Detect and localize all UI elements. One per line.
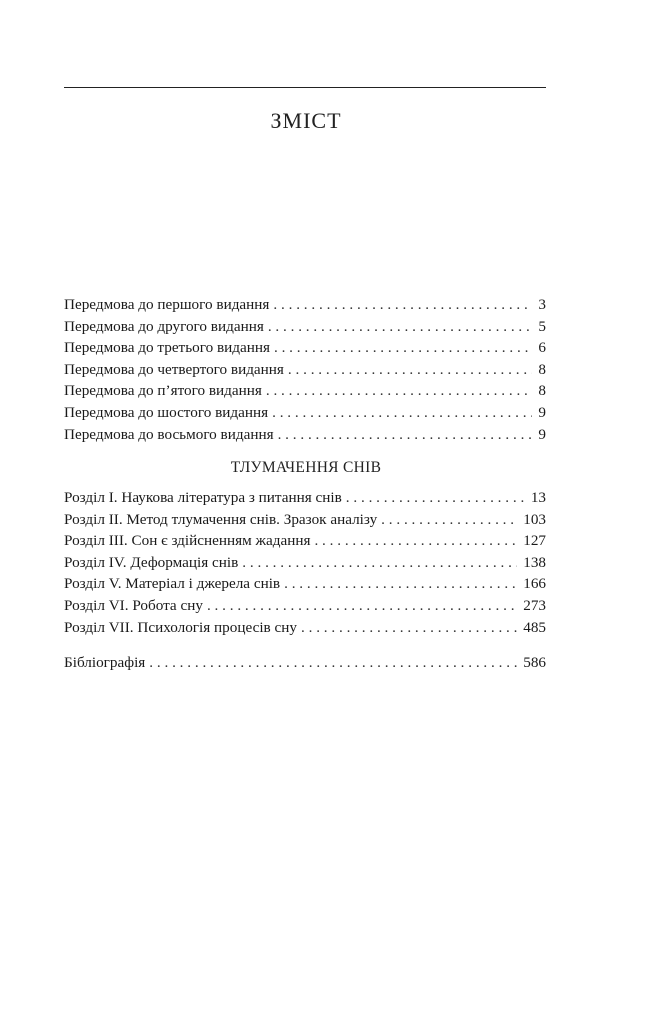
toc-leader [207, 595, 517, 617]
toc-prefaces [64, 294, 546, 445]
toc-leader [278, 424, 532, 446]
toc-entry-title: Бібліографія [64, 654, 146, 671]
toc-entry-page: 586 [523, 654, 546, 671]
toc-entry [64, 573, 546, 595]
toc-leader [314, 530, 517, 552]
toc-leader [149, 652, 517, 674]
toc-entry-title: Передмова до першого видання [64, 296, 270, 313]
toc-entry-page: 103 [523, 510, 546, 528]
toc-entry [64, 337, 546, 359]
toc-entry [64, 424, 546, 446]
toc-entry-page: 6 [538, 339, 546, 357]
toc-entry [64, 487, 546, 509]
toc-entry-page: 5 [538, 317, 546, 335]
toc-leader [381, 509, 517, 531]
toc-entry-page: 8 [538, 360, 546, 378]
toc-entry-page: 485 [523, 618, 546, 636]
page-title: ЗМІСТ [270, 108, 342, 133]
toc-entry-title: Розділ VI. Робота сну [64, 596, 203, 614]
toc-entry-title: Передмова до четвертого видання [64, 360, 284, 378]
toc-entry-title: Розділ II. Метод тлумачення снів. Зразок аналізу [64, 510, 378, 528]
toc-chapters [64, 487, 546, 638]
toc-entry [64, 595, 546, 617]
toc-entry-page: 166 [523, 575, 546, 593]
toc-entry-page: 9 [538, 403, 546, 421]
toc-entry [64, 316, 546, 338]
toc-leader [346, 487, 525, 509]
toc-entry-page: 127 [523, 532, 546, 550]
toc-entry-page: 3 [538, 296, 546, 313]
toc-entry-title: Розділ V. Матеріал і джерела снів [64, 575, 281, 593]
toc-entry [64, 294, 546, 316]
toc-leader [274, 337, 532, 359]
toc-entry-title: Передмова до п’ятого видання [64, 382, 262, 400]
toc-entry-title: Передмова до другого видання [64, 317, 264, 335]
toc-entry [64, 359, 546, 381]
toc-entry-title: Передмова до третього видання [64, 339, 270, 357]
toc-entry-page: 9 [538, 425, 546, 443]
toc-entry-page: 138 [523, 553, 546, 571]
toc-entry-title: Передмова до восьмого видання [64, 425, 274, 443]
toc-entry [64, 402, 546, 424]
toc-leader [284, 573, 517, 595]
toc-leader [242, 552, 517, 574]
toc-leader [272, 402, 532, 424]
toc-bibliography [64, 652, 546, 674]
toc-leader [273, 294, 532, 316]
top-rule [64, 87, 546, 88]
toc-entry [64, 509, 546, 531]
toc-entry-title: Розділ VII. Психологія процесів сну [64, 618, 297, 636]
toc-leader [266, 380, 532, 402]
toc-entry-page: 13 [530, 489, 546, 506]
toc-leader [301, 617, 517, 639]
toc-leader [288, 359, 532, 381]
toc-entry [64, 380, 546, 402]
toc-entry-page: 8 [538, 382, 546, 400]
toc-entry-page: 273 [523, 596, 546, 614]
toc-entry [64, 617, 546, 639]
toc-leader [268, 316, 532, 338]
toc-entry [64, 552, 546, 574]
section-heading: ТЛУМАЧЕННЯ СНІВ [230, 459, 382, 476]
toc-entry [64, 652, 546, 674]
toc-entry-title: Розділ IV. Деформація снів [64, 553, 239, 571]
toc-entry-title: Розділ III. Сон є здійсненням жадання [64, 532, 311, 550]
toc-entry-title: Розділ I. Наукова література з питання снів [64, 489, 342, 506]
toc-entry [64, 530, 546, 552]
toc-entry-title: Передмова до шостого видання [64, 403, 269, 421]
